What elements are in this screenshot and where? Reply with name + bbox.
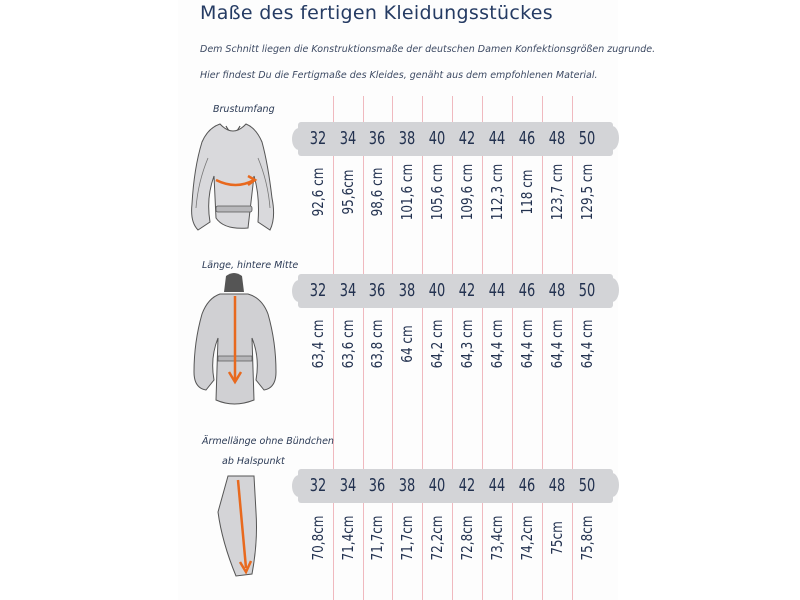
size-header-32: 32 [309, 475, 327, 496]
measurement-cell: 63,6 cm [339, 319, 357, 369]
measurement-cell: 64,4 cm [548, 319, 566, 369]
measurement-cell: 101,6 cm [398, 163, 416, 221]
size-header-46: 46 [518, 475, 536, 496]
blouse-front-figure-icon [188, 118, 278, 248]
measurement-cell: 112,3 cm [488, 163, 506, 221]
size-header-40: 40 [428, 280, 446, 301]
column-divider [452, 96, 453, 600]
measurement-cell: 98,6 cm [368, 167, 386, 217]
label-chest: Brustumfang [213, 104, 275, 115]
size-header-48: 48 [548, 128, 566, 149]
measurement-cell: 71,4cm [339, 515, 357, 561]
measurement-cell: 70,8cm [309, 515, 327, 561]
intro-line-2: Hier findest Du die Fertigmaße des Kleides, genäht aus dem empfohlenen Material. [200, 70, 598, 81]
measurement-cell: 118 cm [518, 169, 536, 215]
intro-line-1: Dem Schnitt liegen die Konstruktionsmaße der deutschen Damen Konfektionsgrößen zugrunde. [200, 44, 656, 55]
measurement-cell: 64,2 cm [428, 319, 446, 369]
size-header-42: 42 [458, 128, 476, 149]
measurement-cell: 71,7cm [368, 515, 386, 561]
measurement-cell: 95,6cm [339, 169, 357, 215]
size-header-38: 38 [398, 475, 416, 496]
size-header-34: 34 [339, 280, 357, 301]
size-header-32: 32 [309, 128, 327, 149]
size-header-46: 46 [518, 280, 536, 301]
measurement-cell: 75cm [548, 521, 566, 555]
size-header-44: 44 [488, 475, 506, 496]
measurement-cell: 64,4 cm [578, 319, 596, 369]
measurement-cell: 71,7cm [398, 515, 416, 561]
measurement-cell: 129,5 cm [578, 163, 596, 221]
measurement-cell: 109,6 cm [458, 163, 476, 221]
measurement-cell: 72,2cm [428, 515, 446, 561]
measurement-cell: 105,6 cm [428, 163, 446, 221]
size-header-32: 32 [309, 280, 327, 301]
measurement-cell: 64,4 cm [488, 319, 506, 369]
measurement-cell: 72,8cm [458, 515, 476, 561]
label-sleeve-length-2: ab Halspunkt [222, 456, 285, 467]
column-divider [482, 96, 483, 600]
column-divider [512, 96, 513, 600]
measurement-cell: 92,6 cm [309, 167, 327, 217]
column-divider [392, 96, 393, 600]
size-header-34: 34 [339, 475, 357, 496]
size-header-48: 48 [548, 475, 566, 496]
sleeve-figure-icon [212, 472, 272, 584]
size-header-44: 44 [488, 128, 506, 149]
size-header-36: 36 [368, 280, 386, 301]
label-back-length: Länge, hintere Mitte [202, 260, 299, 271]
size-header-50: 50 [578, 475, 596, 496]
measurement-cell: 73,4cm [488, 515, 506, 561]
measurement-cell: 64 cm [398, 325, 416, 363]
measurement-cell: 64,3 cm [458, 319, 476, 369]
measurement-cell: 74,2cm [518, 515, 536, 561]
column-divider [422, 96, 423, 600]
size-header-40: 40 [428, 128, 446, 149]
size-header-48: 48 [548, 280, 566, 301]
size-header-38: 38 [398, 280, 416, 301]
measurement-cell: 63,8 cm [368, 319, 386, 369]
measurement-cell: 63,4 cm [309, 319, 327, 369]
measurement-cell: 64,4 cm [518, 319, 536, 369]
page-title: Maße des fertigen Kleidungsstückes [200, 2, 553, 24]
dress-back-figure-icon [190, 272, 280, 412]
size-header-40: 40 [428, 475, 446, 496]
measurement-cell: 75,8cm [578, 515, 596, 561]
size-header-42: 42 [458, 280, 476, 301]
column-divider [572, 96, 573, 600]
size-header-38: 38 [398, 128, 416, 149]
measurement-cell: 123,7 cm [548, 163, 566, 221]
size-header-50: 50 [578, 280, 596, 301]
size-header-36: 36 [368, 128, 386, 149]
size-header-50: 50 [578, 128, 596, 149]
label-sleeve-length: Ärmellänge ohne Bündchen [202, 436, 334, 447]
size-header-44: 44 [488, 280, 506, 301]
column-divider [333, 96, 334, 600]
column-divider [363, 96, 364, 600]
size-header-46: 46 [518, 128, 536, 149]
size-header-36: 36 [368, 475, 386, 496]
size-header-42: 42 [458, 475, 476, 496]
size-header-34: 34 [339, 128, 357, 149]
column-divider [542, 96, 543, 600]
